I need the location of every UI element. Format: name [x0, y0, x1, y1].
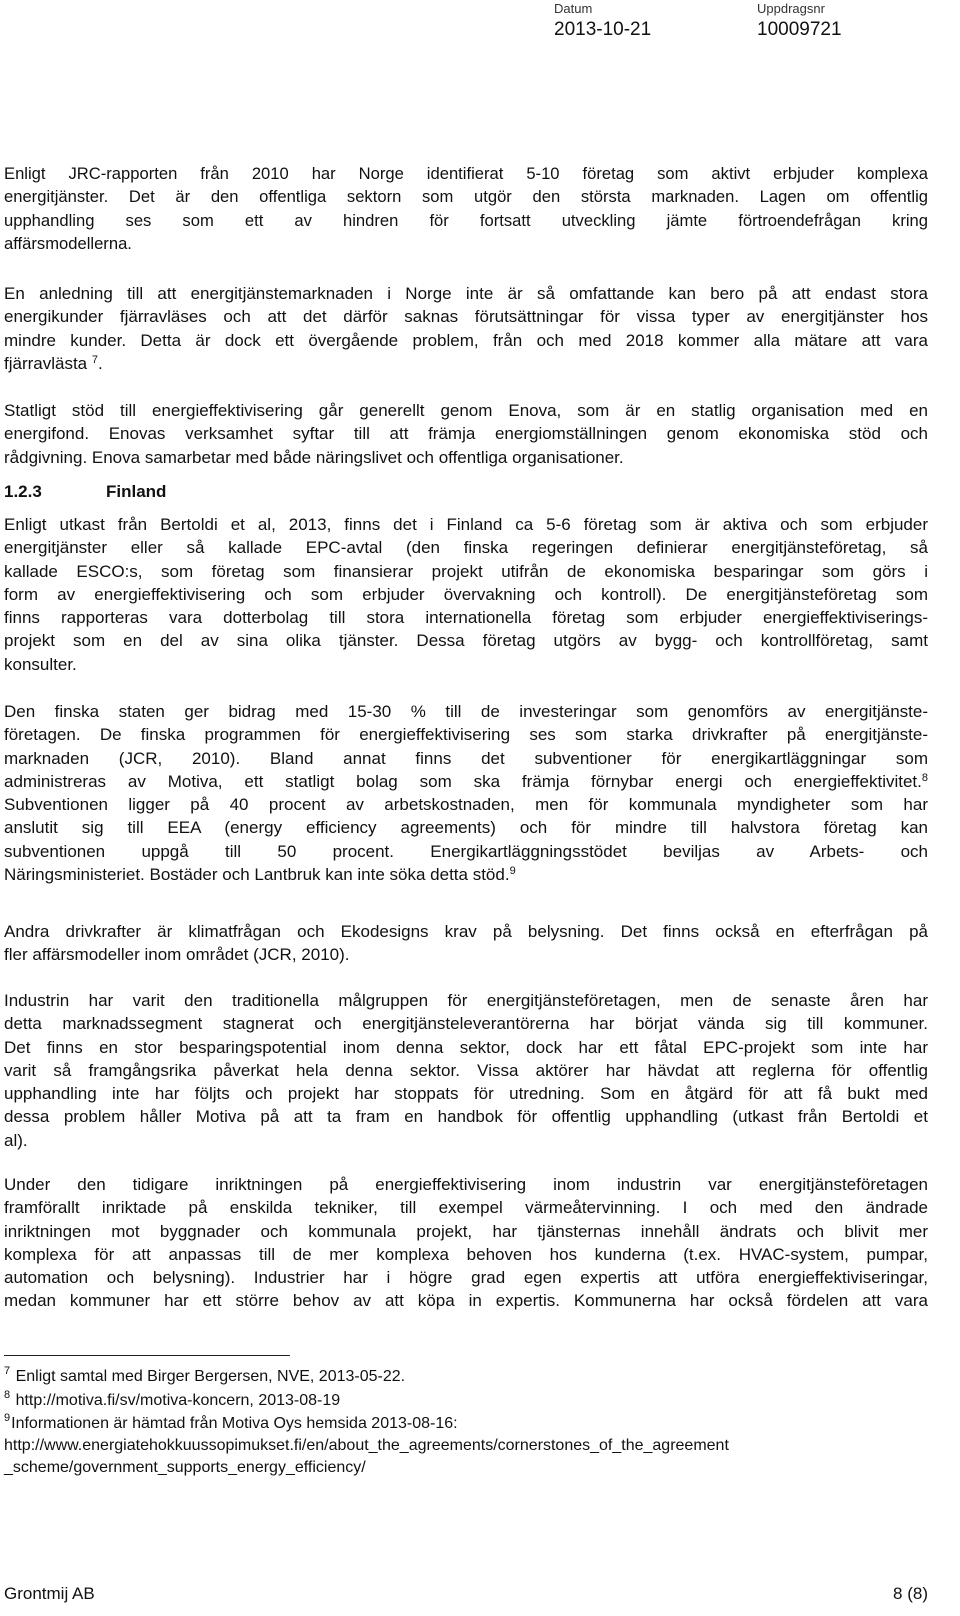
text-line: Andra drivkrafter är klimatfrågan och Ekodesigns krav på belysning. Det finns också en efterfrågan på — [4, 922, 928, 941]
text-line: finns rapporteras vara dotterbolag till stora internationella företag som erbjuder energieffektiviserings- — [4, 608, 928, 628]
text-line: rådgivning. Enova samarbetar med både näringslivet och offentliga organisationer. — [4, 447, 624, 467]
paragraph-norway-market — [4, 162, 928, 255]
footnote-link[interactable]: _scheme/government_supports_energy_efficiency/ — [4, 1459, 366, 1476]
paragraph-industry — [4, 989, 928, 1152]
text-fragment: administreras av Motiva, ett statligt bolag som ska främja förnybar energi och energieffektivitet. — [4, 771, 922, 791]
footnote-link[interactable]: http://motiva.fi/sv/motiva-koncern, 2013-08-19 — [11, 1392, 341, 1409]
text-line: komplexa för att anpassas till de mer komplexa behoven hos kunderna (t.ex. HVAC-system, pumpar, — [4, 1244, 928, 1264]
header-date — [554, 0, 651, 41]
paragraph-orientation — [4, 1173, 928, 1313]
text-line: dessa problem håller Motiva på att ta fram en handbok för offentlig upphandling (utkast från Bertoldi et — [4, 1107, 928, 1127]
text-line: mindre kunder. Detta är dock ett övergående problem, från och med 2018 kommer alla mätare att vara — [4, 330, 928, 350]
footnote-9 — [4, 1413, 729, 1479]
footnote-ref: 7 — [91, 353, 98, 366]
text-line: marknaden (JCR, 2010). Bland annat finns det subventioner för energikartläggningar som — [4, 748, 928, 768]
text-line: Enligt JRC-rapporten från 2010 har Norge identifierat 5-10 företag som aktivt erbjuder komplexa — [4, 164, 928, 183]
paragraph-finland-companies — [4, 513, 928, 676]
header-order-number — [757, 0, 842, 41]
text-line: detta marknadssegment stagnerat och energitjänsteleverantörerna har börjat vända sig till kommuner. — [4, 1014, 928, 1034]
text-line: varit så framgångsrika påverkat hela denna sektor. Vissa aktörer har hävdat att reglerna för offentlig — [4, 1060, 928, 1080]
text-fragment: fjärravlästa — [4, 353, 88, 373]
text-line: form av energieffektivisering och som erbjuder övervakning och kontroll). De energitjänsteföretag som — [4, 584, 928, 604]
text-line: subventionen uppgå till 50 procent. Energikartläggningsstödet beviljas av Arbets- och — [4, 841, 928, 861]
footnote-text: Informationen är hämtad från Motiva Oys hemsida 2013-08-16: — [11, 1415, 458, 1432]
text-line: konsulter. — [4, 654, 77, 674]
footnote-8 — [4, 1390, 340, 1412]
text-line: inriktningen mot byggnader och kommunala projekt, har tjänsternas innehåll ändrats och blivit mer — [4, 1221, 928, 1241]
order-value: 10009721 — [757, 19, 842, 40]
text-line: framförallt inriktade på enskilda tekniker, till exempel värmeåtervinning. I och med den ändrade — [4, 1198, 928, 1218]
text-line: al). — [4, 1130, 28, 1150]
text-line: upphandling ses som ett av hindren för fortsatt utveckling jämte förtroendefrågan kring — [4, 210, 928, 230]
section-title: Finland — [106, 482, 167, 501]
text-line: Enligt utkast från Bertoldi et al, 2013, finns det i Finland ca 5-6 företag som är aktiva och som erbjuder — [4, 515, 928, 534]
text-line: anslutit sig till EEA (energy efficiency agreements) och för mindre till halvstora företag kan — [4, 818, 928, 838]
paragraph-drivers — [4, 920, 928, 967]
footnote-text: Enligt samtal med Birger Bergersen, NVE, 2013-05-22. — [11, 1368, 406, 1385]
text-line: företagen. De finska programmen för energieffektivisering ses som starka drivkrafter på energitjänste- — [4, 725, 928, 745]
text-line — [4, 770, 928, 793]
footer-company: Grontmij AB — [4, 1584, 95, 1603]
text-line: Under den tidigare inriktningen på energieffektivisering inom industrin var energitjänsteföretagen — [4, 1175, 928, 1194]
footnote-ref: 8 — [921, 771, 928, 784]
text-line: projekt som en del av sina olika tjänster. Dessa företag utgörs av bygg- och kontrollföretag, samt — [4, 631, 928, 651]
footnote-divider — [4, 1355, 290, 1356]
paragraph-finland-subsidies — [4, 700, 928, 886]
section-number: 1.2.3 — [4, 482, 42, 501]
order-label: Uppdragsnr — [757, 1, 825, 16]
text-line: fler affärsmodeller inom området (JCR, 2010). — [4, 945, 350, 965]
footnote-number: 9 — [4, 1412, 11, 1424]
footnote-number: 8 — [4, 1389, 11, 1401]
text-line: kallade ESCO:s, som företag som finansierar projekt utifrån de ekonomiska besparingar som görs i — [4, 561, 928, 581]
date-value: 2013-10-21 — [554, 19, 652, 40]
text-line: automation och belysning). Industrier har i högre grad egen expertis att utföra energieffektiviseringar, — [4, 1268, 928, 1288]
date-label: Datum — [554, 1, 593, 16]
text-line: energikunder fjärravläses och att det därför saknas förutsättningar för vissa typer av energitjänster hos — [4, 307, 928, 327]
text-fragment: Näringsministeriet. Bostäder och Lantbruk kan inte söka detta stöd. — [4, 865, 510, 885]
text-line: energitjänster. Det är den offentliga sektorn som utgör den största marknaden. Lagen om offentlig — [4, 187, 928, 207]
text-line: energitjänster eller så kallade EPC-avtal (den finska regeringen definierar energitjänsteföretag, så — [4, 538, 928, 558]
paragraph-enova — [4, 399, 928, 469]
text-line: affärsmodellerna. — [4, 233, 132, 253]
text-line: upphandling inte har följts och projekt har stoppats för utredning. Som en åtgärd för att få bukt med — [4, 1084, 928, 1104]
text-line: En anledning till att energitjänstemarknaden i Norge inte är så omfattande kan bero på att endast stora — [4, 284, 928, 303]
section-heading — [4, 482, 166, 502]
text-line: Subventionen ligger på 40 procent av arbetskostnaden, men för kommunala myndigheter som har — [4, 795, 928, 815]
text-line — [4, 863, 928, 886]
text-line — [4, 352, 928, 375]
text-fragment: . — [98, 353, 103, 373]
text-line: Industrin har varit den traditionella målgruppen för energitjänsteföretagen, men de senaste åren har — [4, 991, 928, 1010]
footer-page-number: 8 (8) — [893, 1584, 928, 1603]
footnote-link[interactable]: http://www.energiatehokkuussopimukset.fi/en/about_the_agreements/cornerstones_of_the_agreement — [4, 1437, 729, 1454]
text-line: Det finns en stor besparingspotential inom denna sektor, dock har ett fåtal EPC-projekt som inte har — [4, 1037, 928, 1057]
footnote-number: 7 — [4, 1365, 11, 1377]
text-line: Den finska staten ger bidrag med 15-30 % till de investeringar som genomförs av energitjänste- — [4, 702, 928, 721]
footnote-ref: 9 — [509, 865, 516, 878]
footnote-7 — [4, 1366, 405, 1388]
paragraph-norway-metering — [4, 282, 928, 375]
text-line: Statligt stöd till energieffektivisering går generellt genom Enova, som är en statlig organisation med en — [4, 401, 928, 420]
text-line: medan kommuner har ett större behov av att köpa in expertis. Kommunerna har också fördelen att vara — [4, 1291, 928, 1311]
text-line: energifond. Enovas verksamhet syftar till att främja energiomställningen genom ekonomiska stöd och — [4, 424, 928, 444]
